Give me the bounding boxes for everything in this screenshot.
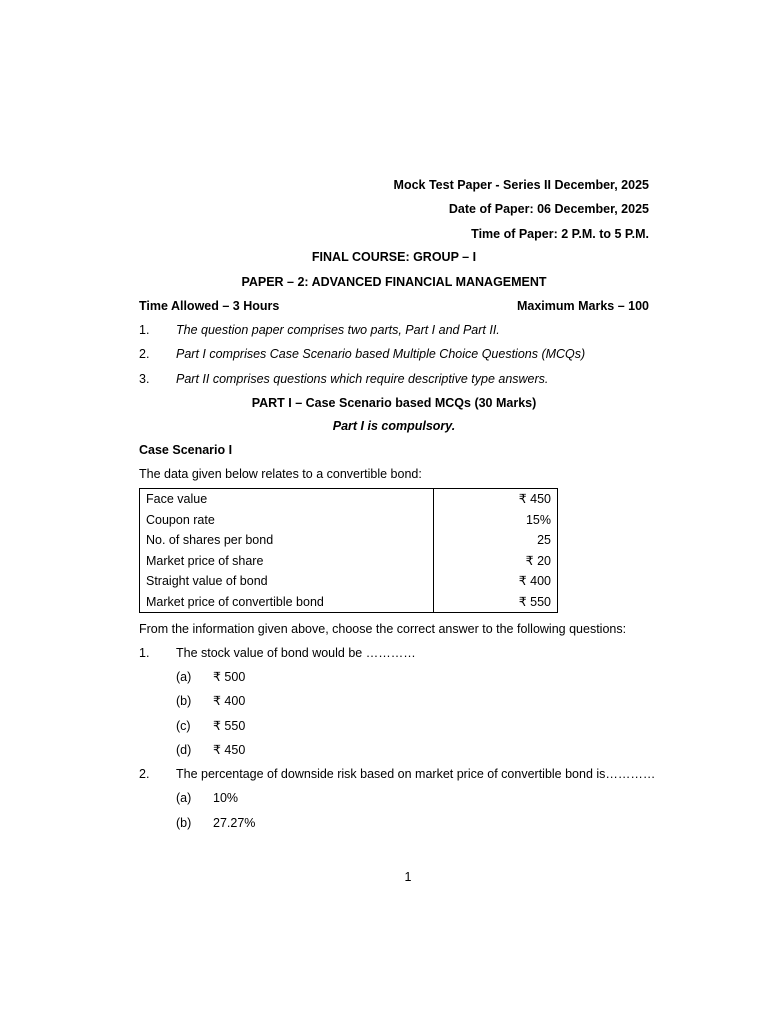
option-key: (a) bbox=[176, 670, 192, 684]
option-value: ₹ 400 bbox=[213, 694, 246, 708]
question-intro: From the information given above, choose the correct answer to the following questions: bbox=[139, 622, 627, 636]
instruction-number: 3. bbox=[139, 372, 150, 386]
option-key: (b) bbox=[176, 694, 192, 708]
option-value: ₹ 450 bbox=[213, 743, 246, 757]
option-value: 27.27% bbox=[213, 816, 256, 830]
option-value: 10% bbox=[213, 791, 239, 805]
table-cell-value: ₹ 20 bbox=[525, 553, 551, 568]
maximum-marks: Maximum Marks – 100 bbox=[516, 299, 649, 313]
option-key: (b) bbox=[176, 816, 192, 830]
instruction-number: 1. bbox=[139, 323, 150, 337]
instruction-text: Part II comprises questions which require descriptive type answers. bbox=[176, 372, 549, 386]
option-key: (a) bbox=[176, 791, 192, 805]
option-value: ₹ 500 bbox=[213, 670, 246, 684]
table-row bbox=[140, 551, 558, 572]
course-title: FINAL COURSE: GROUP – I bbox=[311, 250, 477, 264]
table-cell-label: No. of shares per bond bbox=[140, 530, 434, 551]
table-cell-label: Market price of share bbox=[140, 551, 434, 572]
table-cell-label: Coupon rate bbox=[140, 510, 434, 531]
instruction-number: 2. bbox=[139, 347, 150, 361]
table-cell-value: ₹ 450 bbox=[518, 492, 551, 507]
paper-title: PAPER – 2: ADVANCED FINANCIAL MANAGEMENT bbox=[241, 275, 547, 289]
option-key: (d) bbox=[176, 743, 192, 757]
paper-series: Mock Test Paper - Series II December, 2025 bbox=[393, 178, 649, 192]
option-value: ₹ 550 bbox=[213, 719, 246, 733]
table-cell-label: Face value bbox=[140, 489, 434, 510]
part1-subtitle: Part I is compulsory. bbox=[332, 419, 456, 433]
table-cell-label: Market price of convertible bond bbox=[140, 592, 434, 613]
table-row bbox=[140, 571, 558, 592]
instruction-text: The question paper comprises two parts, Part I and Part II. bbox=[176, 323, 500, 337]
case-title: Case Scenario I bbox=[139, 443, 233, 457]
table-row bbox=[140, 592, 558, 613]
page-number: 1 bbox=[404, 870, 412, 884]
instruction-text: Part I comprises Case Scenario based Multiple Choice Questions (MCQs) bbox=[176, 347, 586, 361]
table-row bbox=[140, 489, 558, 510]
paper-time: Time of Paper: 2 P.M. to 5 P.M. bbox=[471, 227, 649, 241]
table-row bbox=[140, 510, 558, 531]
table-cell-value: ₹ 400 bbox=[518, 574, 551, 589]
case-intro: The data given below relates to a convertible bond: bbox=[139, 467, 422, 481]
table-cell-value: 25 bbox=[537, 533, 551, 548]
table-cell-label: Straight value of bond bbox=[140, 571, 434, 592]
table-row bbox=[140, 530, 558, 551]
time-allowed: Time Allowed – 3 Hours bbox=[139, 299, 280, 313]
question-number: 1. bbox=[139, 646, 150, 660]
part1-title: PART I – Case Scenario based MCQs (30 Marks) bbox=[251, 396, 537, 410]
table-cell-value: ₹ 550 bbox=[518, 594, 551, 609]
table-cell-value: 15% bbox=[525, 512, 551, 527]
question-text: The stock value of bond would be ………… bbox=[176, 646, 416, 660]
option-key: (c) bbox=[176, 719, 191, 733]
bond-data-table bbox=[139, 488, 558, 613]
question-text: The percentage of downside risk based on market price of convertible bond is………… bbox=[176, 767, 656, 781]
question-number: 2. bbox=[139, 767, 150, 781]
paper-date: Date of Paper: 06 December, 2025 bbox=[448, 202, 649, 216]
